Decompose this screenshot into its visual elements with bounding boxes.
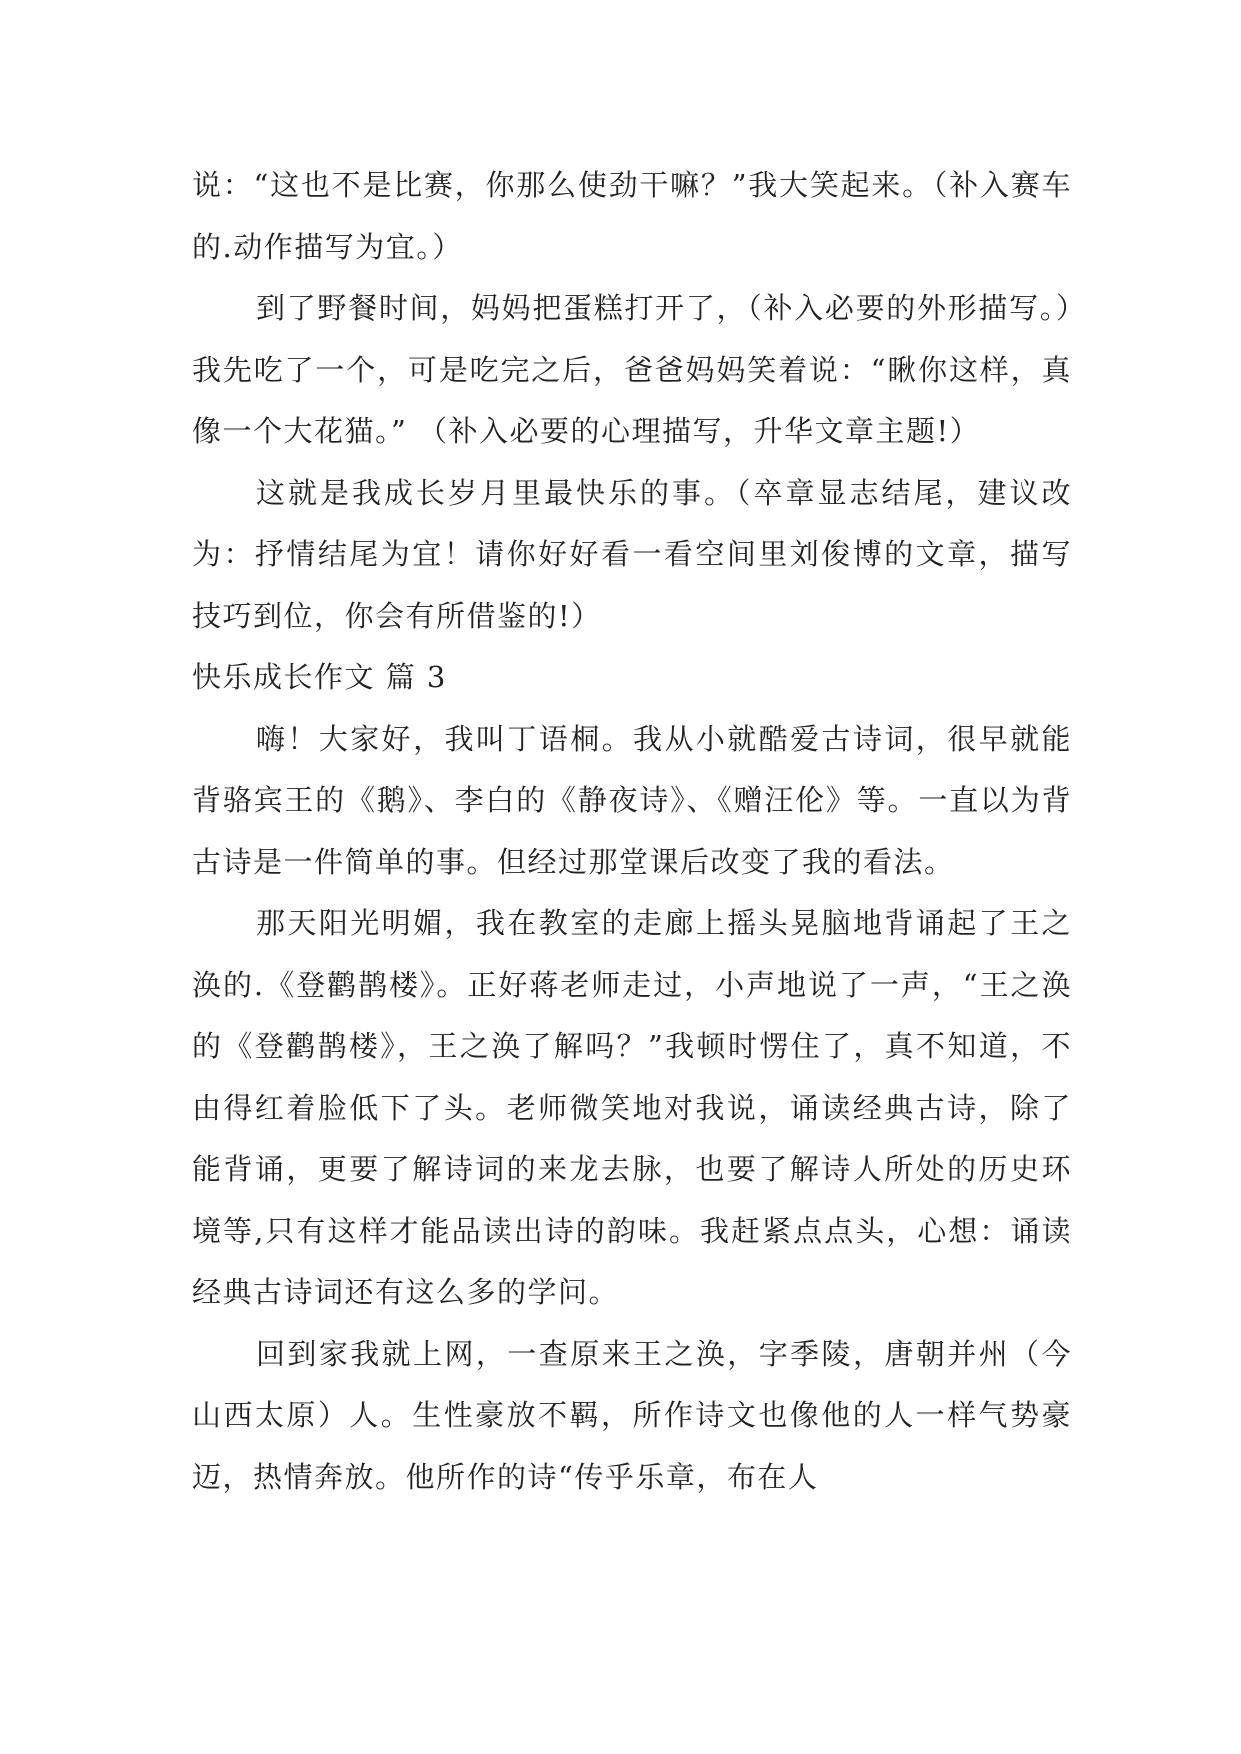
- paragraph: 嗨！大家好，我叫丁语桐。我从小就酷爱古诗词，很早就能背骆宾王的《鹅》、李白的《静夜诗》、《赠汪伦》等。一直以为背古诗是一件简单的事。但经过那堂课后改变了我的看法。: [192, 721, 1072, 879]
- section-title: 快乐成长作文 篇 3: [192, 660, 447, 694]
- paragraph: 回到家我就上网，一查原来王之涣，字季陵，唐朝并州（今山西太原）人。生性豪放不羁，所作诗文也像他的人一样气势豪迈，热情奔放。他所作的诗“传乎乐章，布在人: [192, 1336, 1072, 1494]
- paragraph: 到了野餐时间，妈妈把蛋糕打开了，（补入必要的外形描写。）我先吃了一个，可是吃完之后，爸爸妈妈笑着说：“瞅你这样，真像一个大花猫。” （补入必要的心理描写，升华文章主题!）: [192, 291, 1072, 448]
- paragraph: 那天阳光明媚，我在教室的走廊上摇头晃脑地背诵起了王之涣的.《登鹳鹊楼》。正好蒋老师走过，小声地说了一声，“王之涣的《登鹳鹊楼》，王之涣了解吗？”我顿时愣住了，真不知道，不由得红着脸低下了头。老师微笑地对我说，诵读经典古诗，除了能背诵，更要了解诗词的来龙去脉，也要了解诗人所处的历史环境等,只有这样才能品读出诗的韵味。我赶紧点点头，心想：诵读经典古诗词还有这么多的学问。: [192, 906, 1072, 1309]
- paragraph: 说：“这也不是比赛，你那么使劲干嘛？”我大笑起来。（补入赛车的.动作描写为宜。）: [192, 168, 1072, 264]
- document-body: [192, 155, 1072, 1508]
- paragraph: 这就是我成长岁月里最快乐的事。（卒章显志结尾，建议改为：抒情结尾为宜！请你好好看一看空间里刘俊博的文章，描写技巧到位，你会有所借鉴的!）: [192, 475, 1072, 633]
